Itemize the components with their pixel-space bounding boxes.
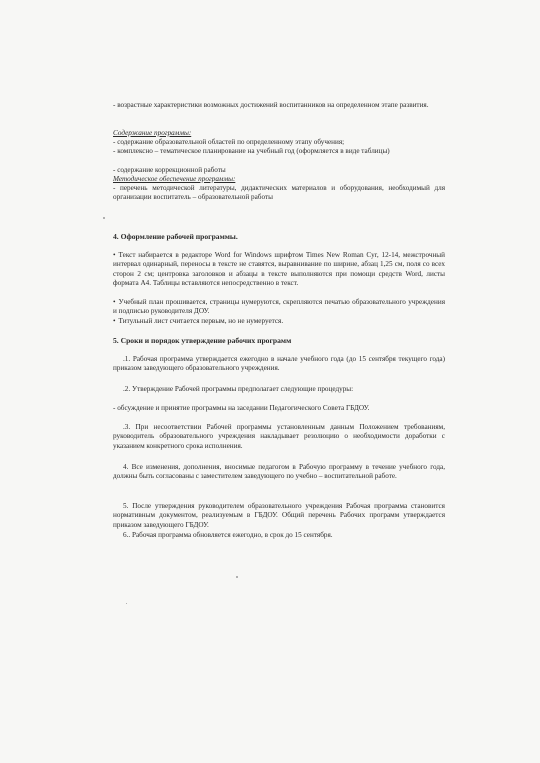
scan-speck	[236, 576, 238, 578]
content-item-1: - содержание образовательной областей по определенному этапу обучения;	[113, 138, 345, 146]
section-5-item-6: 5. После утверждения руководителем образовательного учреждения Рабочая программа становится нормативным документом, реализуемым в ГБДОУ. Общий перечень Рабочих программ утверждается приказом заведующего ГБДОУ.	[113, 502, 445, 529]
program-content-heading: Содержание программы:	[113, 129, 192, 137]
section-5-item-5: 4. Все изменения, дополнения, вносимые педагогом в Рабочую программу в течение учебного года, должны быть согласованы с заместителем заведующего по учебно – воспитательной работе.	[113, 463, 445, 481]
section-5-title: 5. Сроки и порядок утверждение рабочих программ	[113, 336, 292, 345]
section-5-item-1: .1. Рабочая программа утверждается ежегодно в начале учебного года (до 15 сентября текущего года) приказом заведующего образовательного учреждения.	[113, 355, 445, 373]
section-5-item-3: - обсуждение и принятие программы на заседании Педагогического Совета ГБДОУ.	[113, 404, 370, 412]
scan-speck	[103, 217, 105, 219]
section-5-item-4: .3. При несоответствии Рабочей программы установленным данным Положением требованиям, руководитель образовательного учреждения накладывает резолюцию о необходимости доработки с указанием конкретного срока исполнения.	[113, 423, 445, 450]
age-characteristics-text: - возрастные характеристики возможных достижений воспитанников на определенном этапе развития.	[113, 101, 429, 109]
scan-speck	[126, 603, 127, 604]
section-4-title: 4. Оформление рабочей программы.	[113, 232, 238, 241]
section-4-bullet-2: • Учебный план прошивается, страницы нумеруются, скрепляются печатью образовательного учреждения и подписью руководителя ДОУ.	[113, 298, 445, 317]
content-item-3: - содержание коррекционной работы	[113, 166, 226, 174]
section-4-bullet-3: • Титульный лист считается первым, но не нумеруется.	[113, 317, 445, 326]
methodical-item-1: - перечень методической литературы, дидактических материалов и оборудования, необходимый для организации воспитатель – образовательной работы	[113, 184, 445, 202]
content-item-2: - комплексно – тематическое планирование на учебный год (оформляется в виде таблицы)	[113, 147, 390, 155]
section-4-bullet-1: • Текст набирается в редакторе Word for Windows шрифтом Times New Roman Cyr, 12-14, межстрочный интервал одинарный, переносы в тексте не ставятся, выравнивание по ширине, абзац 1,25 см, поля со всех сторон 2 см; центровка заголовков и абзацы в тексте выполняются при помощи средств Word, листы формата А4. Таблицы вставляются непосредственно в текст.	[113, 251, 445, 289]
section-5-item-7: 6.. Рабочая программа обновляется ежегодно, в срок до 15 сентября.	[123, 531, 333, 539]
methodical-support-heading: Методическое обеспечение программы:	[113, 175, 236, 183]
section-5-item-2: .2. Утверждение Рабочей программы предполагает следующие процедуры:	[123, 385, 354, 393]
